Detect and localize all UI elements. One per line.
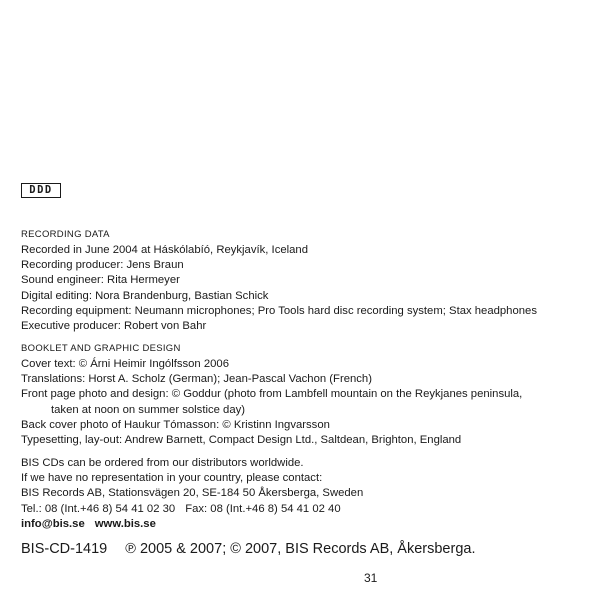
website-link[interactable]: www.bis.se xyxy=(94,517,156,530)
recording-data-heading: RECORDING DATA xyxy=(21,229,110,240)
booklet-line-front-photo: Front page photo and design: © Goddur (photo from Lambfell mountain on the Reykjanes peninsula, xyxy=(21,388,523,401)
booklet-design-section xyxy=(21,342,581,448)
ddd-logo: DDD xyxy=(21,183,61,198)
recording-data-section xyxy=(21,228,581,334)
footer xyxy=(21,541,475,557)
page-number: 31 xyxy=(364,571,378,585)
contact-section xyxy=(21,456,581,532)
contact-phone-row xyxy=(21,502,581,517)
recording-line-engineer: Sound engineer: Rita Hermeyer xyxy=(21,274,180,287)
email-link[interactable]: info@bis.se xyxy=(21,517,85,530)
booklet-design-heading: BOOKLET AND GRAPHIC DESIGN xyxy=(21,343,181,354)
recording-line-equipment: Recording equipment: Neumann microphones; Pro Tools hard disc recording system; Stax headphones xyxy=(21,304,537,317)
contact-web-row xyxy=(21,517,581,532)
contact-tel: Tel.: 08 (Int.+46 8) 54 41 02 30 xyxy=(21,502,176,515)
recording-line-editing: Digital editing: Nora Brandenburg, Bastian Schick xyxy=(21,289,269,302)
contact-line-representation: If we have no representation in your country, please contact: xyxy=(21,472,323,485)
copyright-notice: ℗ 2005 & 2007; © 2007, BIS Records AB, Åkersberga. xyxy=(125,541,476,557)
contact-fax: Fax: 08 (Int.+46 8) 54 41 02 40 xyxy=(185,502,341,515)
recording-line-date: Recorded in June 2004 at Háskólabíó, Reykjavík, Iceland xyxy=(21,244,308,256)
booklet-line-cover-text: Cover text: © Árni Heimir Ingólfsson 2006 xyxy=(21,358,229,370)
booklet-line-typesetting: Typesetting, lay-out: Andrew Barnett, Compact Design Ltd., Saltdean, Brighton, England xyxy=(21,434,462,447)
booklet-line-front-photo-cont: taken at noon on summer solstice day) xyxy=(51,403,246,416)
recording-line-executive: Executive producer: Robert von Bahr xyxy=(21,320,207,333)
contact-line-distributors: BIS CDs can be ordered from our distributors worldwide. xyxy=(21,457,304,469)
contact-line-address: BIS Records AB, Stationsvägen 20, SE-184 50 Åkersberga, Sweden xyxy=(21,487,364,500)
booklet-line-translations: Translations: Horst A. Scholz (German); Jean-Pascal Vachon (French) xyxy=(21,373,372,386)
recording-line-producer: Recording producer: Jens Braun xyxy=(21,259,184,272)
catalog-number: BIS-CD-1419 xyxy=(21,541,108,557)
booklet-line-back-photo: Back cover photo of Haukur Tómasson: © Kristinn Ingvarsson xyxy=(21,418,330,431)
